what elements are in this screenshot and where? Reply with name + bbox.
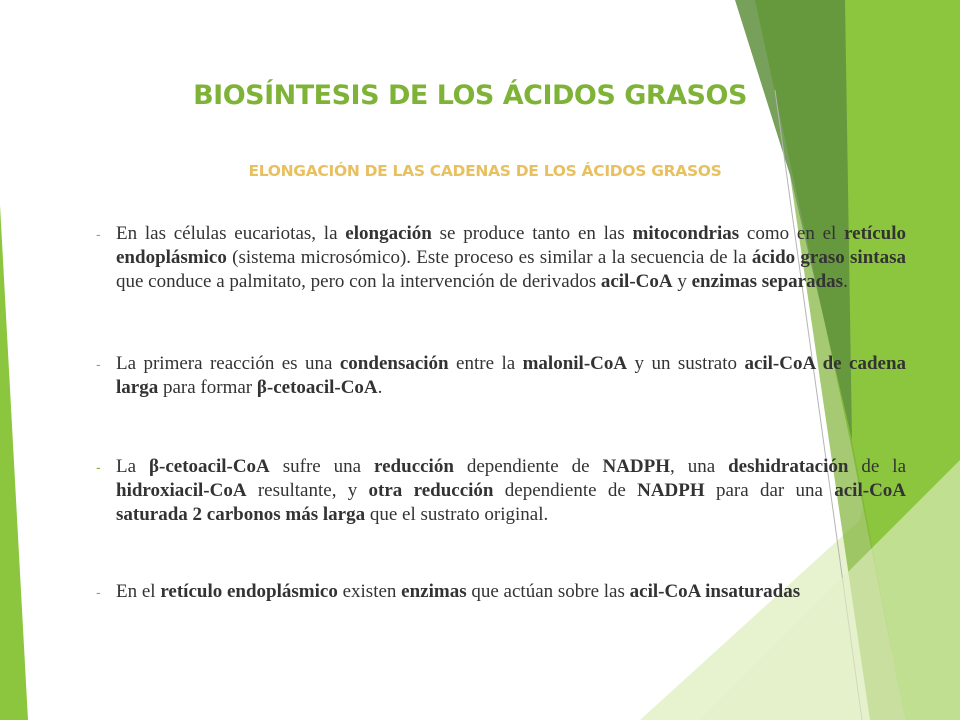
bullet-item-condensation — [96, 352, 906, 400]
bullet-bold-text: enzimas — [401, 581, 467, 602]
bullet-plain-text: para formar — [158, 377, 257, 398]
bullet-bold-text: NADPH — [637, 480, 705, 501]
bullet-bold-text: hidroxiacil-CoA — [116, 480, 247, 501]
bullet-plain-text: se produce tanto en las — [431, 223, 633, 244]
bullet-plain-text: y un sustrato — [627, 353, 745, 374]
bullet-bold-text: acil-CoA — [600, 271, 673, 292]
bullet-plain-text: En el — [116, 581, 161, 602]
left-accent-stripe — [0, 205, 28, 720]
bullet-bold-text: β-cetoacil-CoA — [148, 456, 270, 477]
bullet-item-reduction — [96, 455, 906, 527]
slide-subtitle: ELONGACIÓN DE LAS CADENAS DE LOS ÁCIDOS GRASOS — [248, 162, 722, 180]
bullet-bold-text: reducción — [374, 456, 454, 477]
bullet-item-elongation-sites — [96, 222, 906, 294]
bullet-plain-text: dependiente de — [453, 456, 603, 477]
bullet-bold-text: ácido graso sintasa — [751, 247, 906, 268]
bullet-text — [116, 353, 906, 398]
bullet-plain-text: La primera reacción es una — [116, 353, 340, 374]
bullet-bold-text: acil-CoA de cadena larga — [116, 353, 907, 398]
bullet-plain-text: , una — [670, 456, 729, 477]
bullet-plain-text: que el sustrato original. — [365, 504, 549, 525]
bullet-bold-text: malonil-CoA — [522, 353, 628, 374]
bullet-bold-text: mitocondrias — [632, 223, 740, 244]
bullet-bold-text: enzimas separadas — [691, 271, 844, 292]
bullet-plain-text: existen — [337, 581, 402, 602]
bullet-marker: - — [96, 226, 101, 242]
bullet-plain-text: de la — [848, 456, 906, 477]
bullet-text — [116, 581, 800, 602]
bullet-plain-text: dependiente de — [493, 480, 638, 501]
bullet-bold-text: retículo endoplásmico — [116, 223, 906, 268]
bullet-plain-text: para dar una — [704, 480, 835, 501]
bullet-list — [96, 222, 906, 604]
bullet-marker: - — [96, 459, 101, 475]
bullet-plain-text: resultante, y — [246, 480, 369, 501]
bullet-plain-text: La — [116, 456, 149, 477]
bullet-plain-text: entre la — [448, 353, 523, 374]
bullet-plain-text: . — [843, 271, 848, 292]
bullet-plain-text: y — [672, 271, 692, 292]
bullet-bold-text: deshidratación — [728, 456, 849, 477]
bullet-plain-text: En las células eucariotas, la — [116, 223, 346, 244]
bullet-plain-text: que actúan sobre las — [466, 581, 630, 602]
bullet-plain-text: que conduce a palmitato, pero con la intervención de derivados — [116, 271, 601, 292]
bullet-bold-text: β-cetoacil-CoA — [256, 377, 378, 398]
bullet-bold-text: otra reducción — [368, 480, 494, 501]
bullet-bold-text: NADPH — [602, 456, 671, 477]
bullet-text — [116, 223, 906, 292]
bullet-bold-text: acil-CoA saturada 2 carbonos más larga — [116, 480, 907, 525]
bullet-bold-text: condensación — [339, 353, 449, 374]
bullet-marker: - — [96, 584, 101, 600]
bullet-bold-text: acil-CoA insaturadas — [629, 581, 801, 602]
bullet-item-unsaturated — [96, 580, 906, 604]
bullet-marker: - — [96, 356, 101, 372]
bullet-plain-text: . — [377, 377, 383, 398]
slide-title: BIOSÍNTESIS DE LOS ÁCIDOS GRASOS — [193, 80, 747, 111]
bullet-bold-text: retículo endoplásmico — [160, 581, 338, 602]
bullet-plain-text: como en el — [739, 223, 845, 244]
bullet-text — [116, 456, 906, 525]
bullet-plain-text: sufre una — [269, 456, 375, 477]
bullet-plain-text: (sistema microsómico). Este proceso es similar a la secuencia de la — [226, 247, 752, 268]
bullet-bold-text: elongación — [345, 223, 432, 244]
